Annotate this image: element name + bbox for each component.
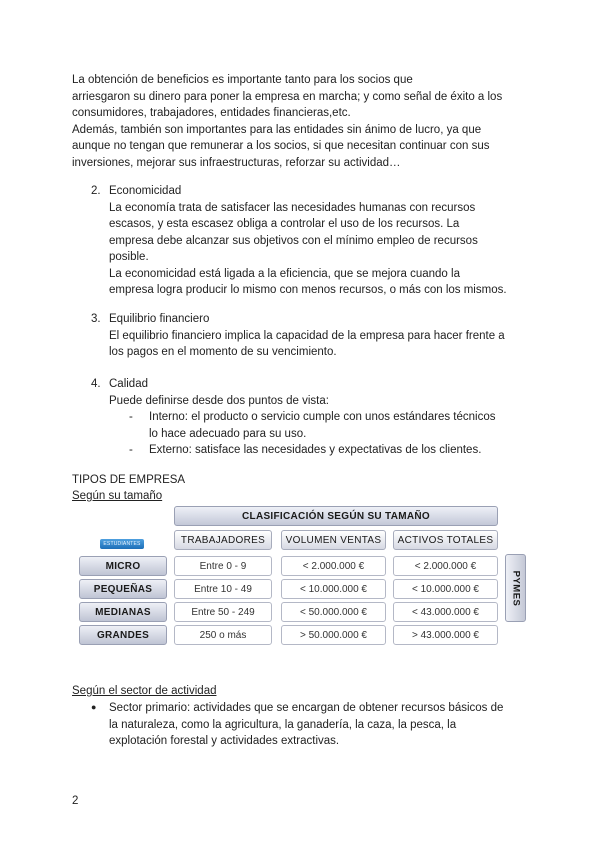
numbered-item-calidad bbox=[91, 376, 531, 459]
dash-list bbox=[109, 409, 531, 459]
text-line: los pagos en el momento de su vencimiento. bbox=[109, 346, 337, 358]
table-cell: Entre 0 - 9 bbox=[174, 556, 272, 576]
bullet-marker: ● bbox=[91, 702, 97, 712]
dash-item bbox=[129, 409, 531, 426]
text-line: El equilibrio financiero implica la capacidad de la empresa para hacer frente a bbox=[109, 329, 505, 342]
text-line: empresa debe alcanzar sus objetivos con el mínimo empleo de recursos bbox=[109, 234, 478, 247]
text-line: explotación forestal y actividades extractivas. bbox=[109, 735, 340, 747]
table-cell: < 2.000.000 € bbox=[393, 556, 498, 576]
text-line: posible. bbox=[109, 251, 149, 263]
table-cell: > 50.000.000 € bbox=[281, 625, 386, 645]
text-line: Externo: satisface las necesidades y expectativas de los clientes. bbox=[149, 444, 482, 456]
item-title: Calidad bbox=[109, 378, 148, 390]
text-line: lo hace adecuado para su uso. bbox=[149, 427, 307, 440]
table-cell: < 10.000.000 € bbox=[281, 579, 386, 599]
dash-item bbox=[129, 442, 531, 459]
dash-marker: - bbox=[129, 411, 133, 423]
item-number: 3. bbox=[91, 313, 101, 325]
column-header: ACTIVOS TOTALES bbox=[393, 530, 498, 550]
dash-marker: - bbox=[129, 444, 133, 456]
numbered-item-economicidad bbox=[91, 183, 531, 299]
table-cell: > 43.000.000 € bbox=[393, 625, 498, 645]
table-cell: < 10.000.000 € bbox=[393, 579, 498, 599]
text-line: empresa logra producir lo mismo con menos recursos, o más con los mismos. bbox=[109, 284, 507, 296]
text-line: aunque no tengan que remunerar a los socios, si que necesitan continuar con sus bbox=[72, 140, 490, 152]
item-number: 2. bbox=[91, 185, 101, 197]
item-title: Economicidad bbox=[109, 185, 182, 197]
text-line: la naturaleza, como la agricultura, la ganadería, la caza, la pesca, la bbox=[109, 718, 457, 731]
page-number: 2 bbox=[72, 795, 79, 807]
row-label: MICRO bbox=[79, 556, 167, 576]
table-cell: Entre 50 - 249 bbox=[174, 602, 272, 622]
text-line: La obtención de beneficios es importante tanto para los socios que bbox=[72, 74, 413, 86]
table-cell: < 2.000.000 € bbox=[281, 556, 386, 576]
bullet-item-primario bbox=[91, 699, 531, 750]
text-line: consumidores, trabajadores, entidades financieras,etc. bbox=[72, 107, 351, 119]
table-cell: < 43.000.000 € bbox=[393, 602, 498, 622]
logo-badge: ESTUDIANTES bbox=[100, 539, 144, 549]
subsection-heading-sector: Según el sector de actividad bbox=[72, 685, 217, 697]
column-header: TRABAJADORES bbox=[174, 530, 272, 550]
intro-paragraph bbox=[72, 72, 537, 171]
table-cell: Entre 10 - 49 bbox=[174, 579, 272, 599]
row-label: PEQUEÑAS bbox=[79, 579, 167, 599]
section-heading: TIPOS DE EMPRESA bbox=[72, 474, 186, 486]
item-number: 4. bbox=[91, 378, 101, 390]
pymes-side-label bbox=[505, 554, 526, 622]
row-label: MEDIANAS bbox=[79, 602, 167, 622]
text-line: Puede definirse desde dos puntos de vista: bbox=[109, 394, 329, 407]
table-cell: 250 o más bbox=[174, 625, 272, 645]
subsection-heading-size: Según su tamaño bbox=[72, 490, 163, 502]
item-title: Equilibrio financiero bbox=[109, 313, 210, 325]
table-cell: < 50.000.000 € bbox=[281, 602, 386, 622]
text-line: Además, también son importantes para las entidades sin ánimo de lucro, ya que bbox=[72, 123, 482, 136]
text-line: Sector primario: actividades que se encargan de obtener recursos básicos de bbox=[109, 702, 504, 714]
row-label: GRANDES bbox=[79, 625, 167, 645]
text-line: Interno: el producto o servicio cumple con unos estándares técnicos bbox=[149, 411, 496, 423]
size-classification-table bbox=[78, 506, 528, 646]
text-line: La economía trata de satisfacer las necesidades humanas con recursos bbox=[109, 201, 476, 214]
numbered-item-equilibrio bbox=[91, 311, 531, 361]
pymes-text: PYMES bbox=[510, 570, 522, 606]
text-line: La economicidad está ligada a la eficiencia, que se mejora cuando la bbox=[109, 267, 460, 280]
text-line: arriesgaron su dinero para poner la empresa en marcha; y como señal de éxito a los bbox=[72, 90, 503, 103]
text-line: escasos, y esta escasez obliga a controlar el uso de los recursos. La bbox=[109, 218, 460, 230]
table-main-header: CLASIFICACIÓN SEGÚN SU TAMAÑO bbox=[174, 506, 498, 526]
column-header: VOLUMEN VENTAS bbox=[281, 530, 386, 550]
text-line: inversiones, mejorar sus infraestructuras, reforzar su actividad… bbox=[72, 156, 401, 169]
